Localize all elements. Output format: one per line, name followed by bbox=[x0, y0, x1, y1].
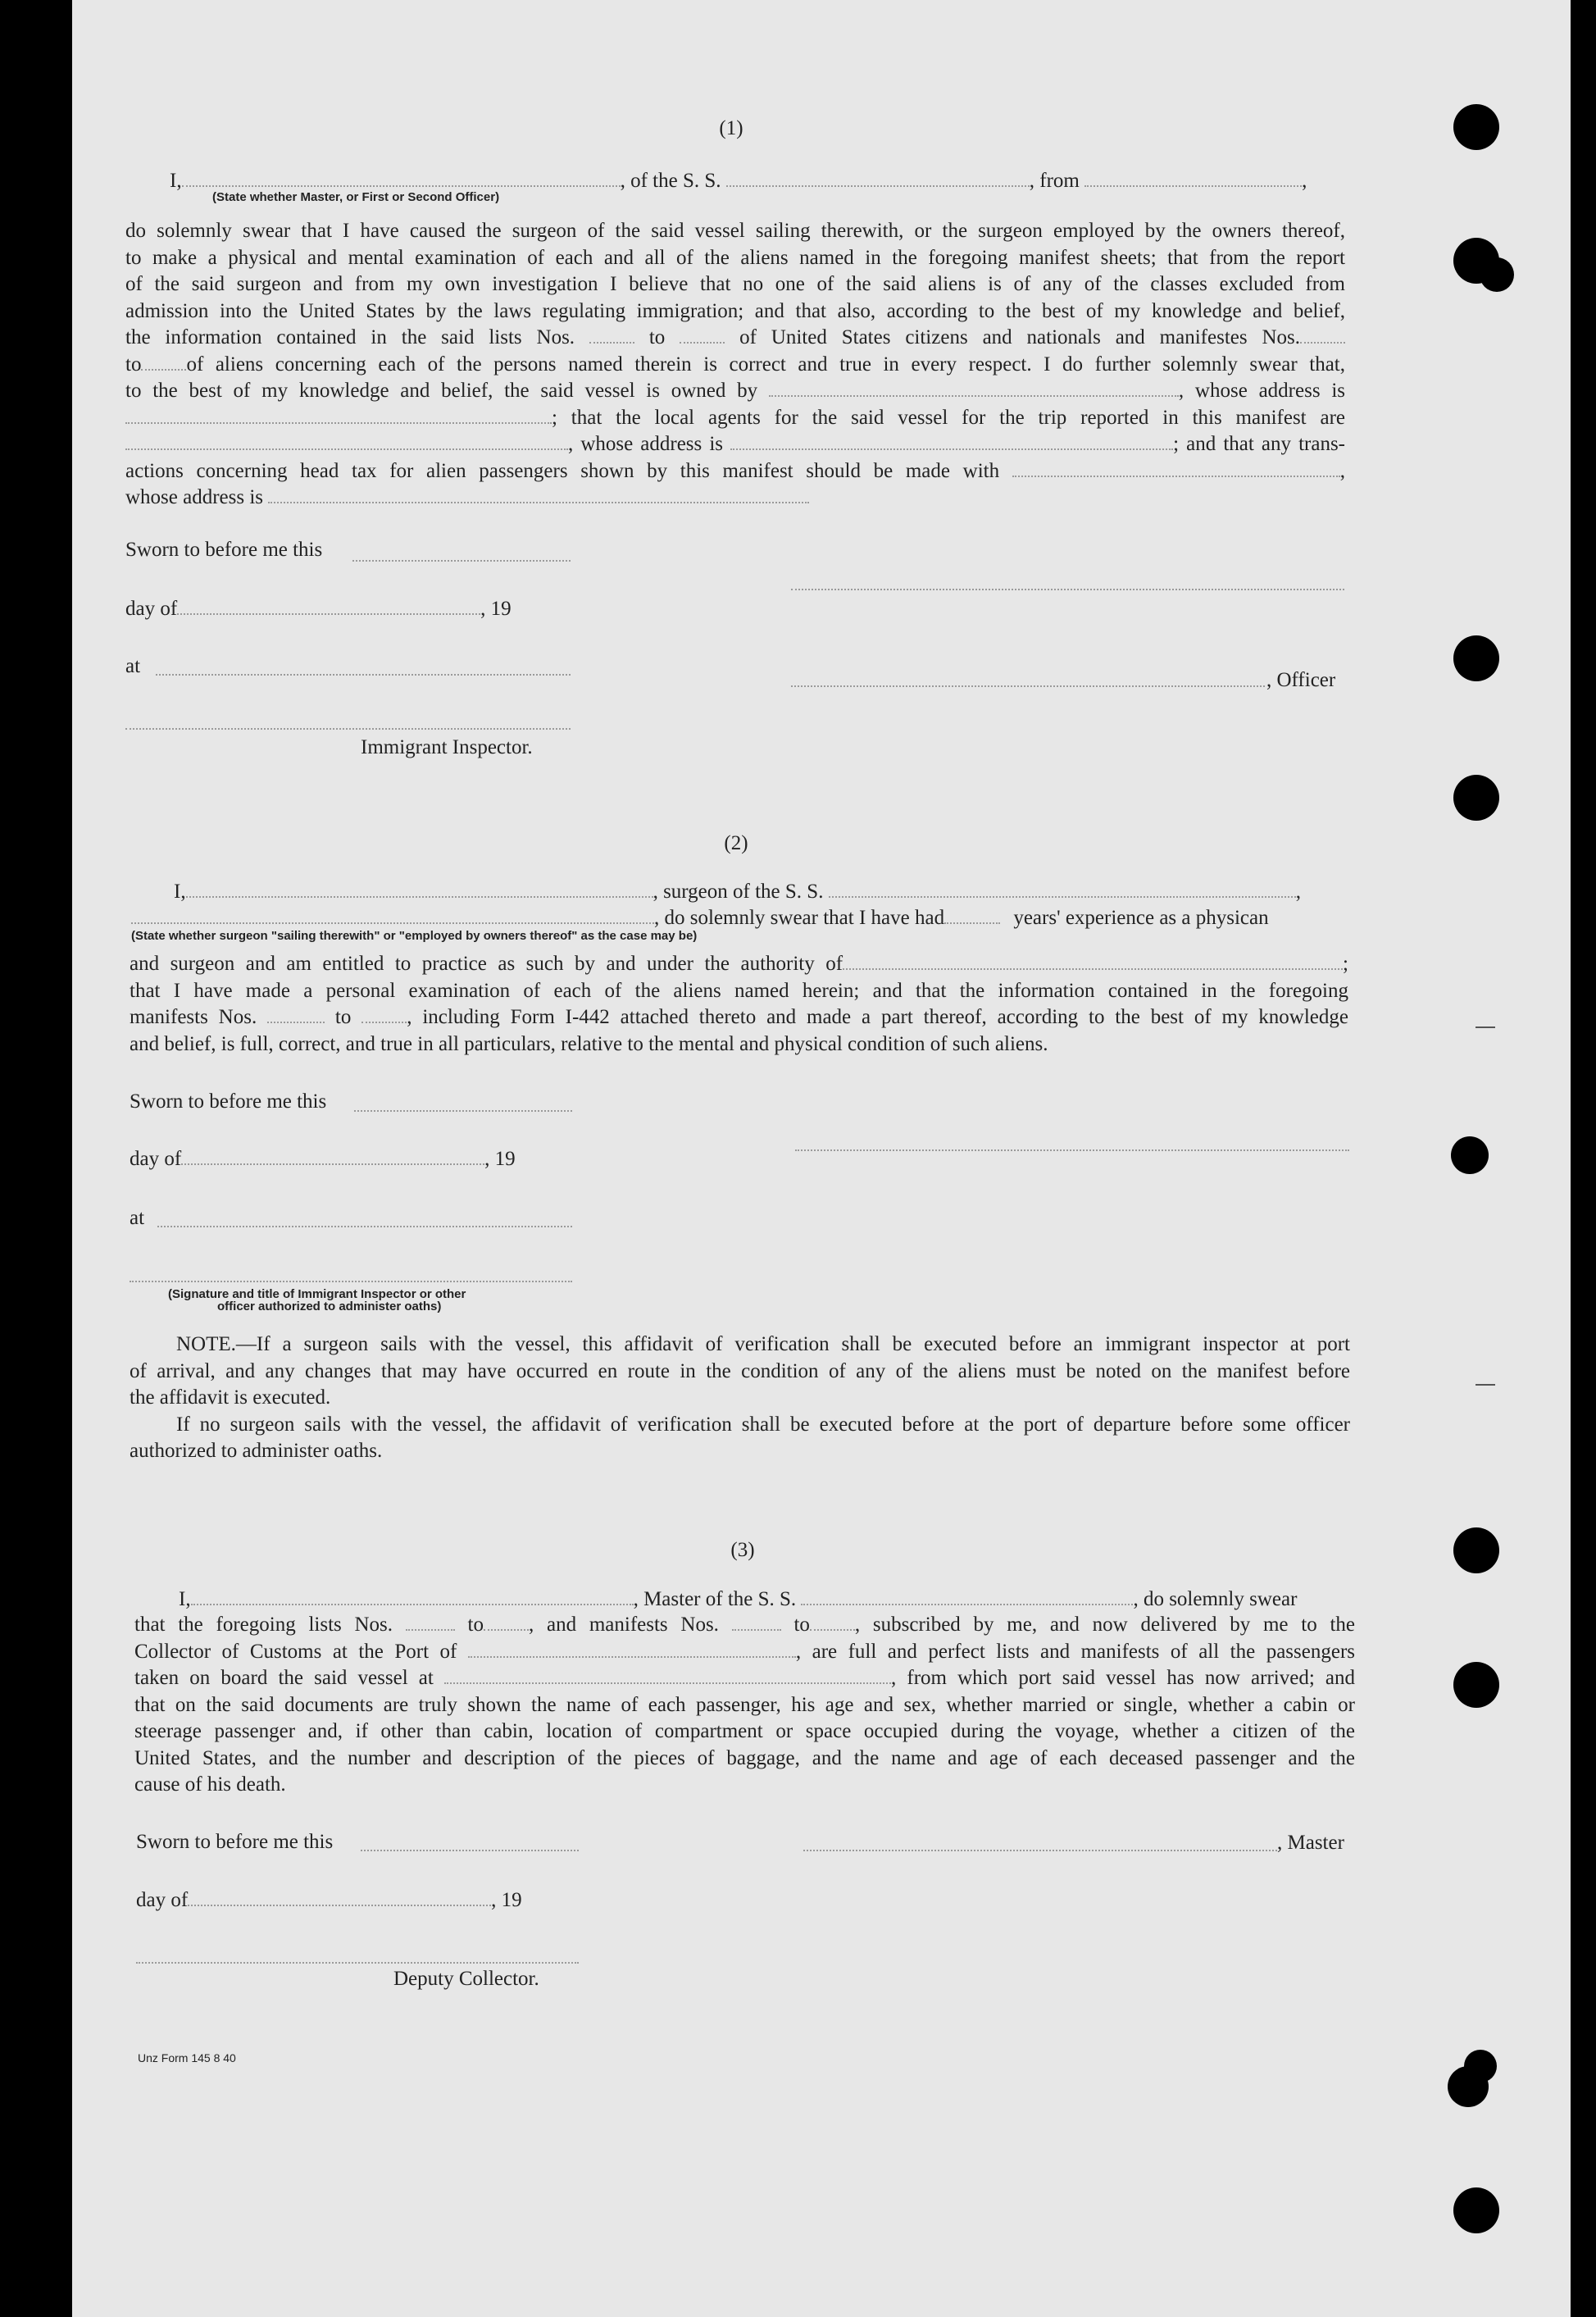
torn-corner bbox=[1531, 0, 1596, 123]
origin-port-blank[interactable] bbox=[1084, 169, 1302, 187]
body-line: cause of his death. bbox=[134, 1773, 286, 1796]
at-label: at bbox=[130, 1207, 145, 1229]
section-1-body bbox=[125, 218, 1345, 512]
binder-hole bbox=[1453, 1662, 1499, 1708]
text: to bbox=[334, 1006, 352, 1028]
departure-port-blank[interactable] bbox=[444, 1666, 891, 1684]
text: day of bbox=[136, 1889, 189, 1911]
body-line bbox=[125, 485, 1345, 512]
list-no-from-blank[interactable] bbox=[406, 1613, 455, 1631]
text: to bbox=[467, 1614, 484, 1636]
agent-address-blank[interactable] bbox=[730, 432, 1173, 450]
place-blank[interactable] bbox=[156, 674, 571, 676]
surgeon-signature-line[interactable] bbox=[795, 1149, 1349, 1151]
sworn-label: Sworn to before me this bbox=[125, 539, 323, 561]
surgeon-status-note: (State whether surgeon "sailing therewith" or "employed by owners thereof" as the case may be) bbox=[131, 929, 698, 943]
officer-signature-line[interactable] bbox=[791, 589, 1344, 590]
text: I, bbox=[174, 881, 186, 903]
text: to bbox=[125, 353, 142, 376]
body-line bbox=[125, 325, 1345, 352]
text: whose address is bbox=[125, 486, 264, 508]
sworn-label: Sworn to before me this bbox=[130, 1090, 327, 1113]
master-name-blank[interactable] bbox=[191, 1587, 634, 1605]
section-2-line-2 bbox=[131, 905, 1269, 931]
note-line: the affidavit is executed. bbox=[130, 1386, 331, 1409]
list-no-to-blank[interactable] bbox=[680, 325, 725, 344]
month-blank[interactable] bbox=[188, 1888, 491, 1906]
month-blank[interactable] bbox=[181, 1147, 484, 1165]
section-2-line-1 bbox=[174, 879, 1301, 905]
text: taken on board the said vessel at bbox=[134, 1667, 434, 1689]
manifest-no-to-blank[interactable] bbox=[810, 1613, 855, 1631]
inspector-signature-line[interactable] bbox=[125, 728, 571, 730]
surgeon-status-blank[interactable] bbox=[131, 906, 654, 924]
manifest-no-from-blank[interactable] bbox=[1300, 325, 1345, 344]
text: , and manifests Nos. bbox=[529, 1614, 719, 1636]
text: , of the S. S. bbox=[620, 170, 721, 192]
contact-address-blank[interactable] bbox=[268, 485, 809, 503]
text: to bbox=[793, 1614, 810, 1636]
text: , 19 bbox=[484, 1148, 516, 1170]
text: , do solemnly swear that I have had bbox=[654, 907, 945, 929]
text: manifests Nos. bbox=[130, 1006, 257, 1028]
binder-hole bbox=[1453, 104, 1499, 150]
head-tax-contact-blank[interactable] bbox=[1012, 459, 1340, 477]
sworn-day-blank[interactable] bbox=[354, 1110, 572, 1112]
list-no-from-blank[interactable] bbox=[589, 325, 634, 344]
manifest-no-from-blank[interactable] bbox=[267, 1005, 325, 1023]
text: , Master of the S. S. bbox=[633, 1588, 797, 1610]
binder-hole bbox=[1480, 257, 1514, 292]
vessel-name-blank[interactable] bbox=[726, 169, 1030, 187]
note-line: If no surgeon sails with the vessel, the affidavit of verification shall be executed before at the port of departure before some officer bbox=[176, 1413, 1350, 1436]
body-line: do solemnly swear that I have caused the surgeon of the said vessel sailing therewith, or the surgeon employed by the owners thereof, bbox=[125, 220, 1345, 242]
text: , including Form I-442 attached thereto and made a part thereof, according to the best of my knowledge bbox=[407, 1006, 1348, 1028]
day-of-line bbox=[130, 1146, 516, 1172]
body-line: and belief, is full, correct, and true in all particulars, relative to the mental and physical condition of such aliens. bbox=[130, 1032, 1048, 1055]
authority-blank[interactable] bbox=[843, 952, 1343, 970]
vessel-name-blank[interactable] bbox=[801, 1587, 1133, 1605]
edge-mark bbox=[1476, 1384, 1495, 1386]
text: , bbox=[1302, 170, 1307, 192]
body-line bbox=[130, 951, 1348, 978]
vessel-name-blank[interactable] bbox=[829, 880, 1296, 898]
place-blank[interactable] bbox=[157, 1226, 572, 1227]
section-3-body bbox=[134, 1612, 1355, 1799]
owner-address-blank[interactable] bbox=[125, 406, 552, 424]
body-line: admission into the United States by the laws regulating immigration; and that also, according to the best of my knowledge and belief, bbox=[125, 299, 1345, 322]
master-signature-line[interactable] bbox=[803, 1850, 1277, 1851]
section-3-line-1 bbox=[179, 1586, 1297, 1613]
text: , from which port said vessel has now arrived; and bbox=[890, 1667, 1356, 1689]
port-blank[interactable] bbox=[468, 1640, 796, 1658]
collector-signature-line[interactable] bbox=[136, 1962, 579, 1964]
note-line: NOTE.—If a surgeon sails with the vessel, this affidavit of verification shall be executed before an immigrant inspector at port bbox=[176, 1333, 1350, 1355]
body-line bbox=[125, 431, 1345, 458]
manifest-no-to-blank[interactable] bbox=[141, 353, 186, 371]
body-line: that I have made a personal examination of each of the aliens named herein; and that the information contained in the foregoing bbox=[130, 979, 1348, 1002]
text: , do solemnly swear bbox=[1133, 1588, 1298, 1610]
body-line bbox=[125, 405, 1345, 432]
officer-label: , Officer bbox=[1266, 669, 1336, 691]
body-line bbox=[134, 1612, 1355, 1639]
note-paragraph bbox=[130, 1331, 1350, 1465]
officer-name-line[interactable] bbox=[791, 685, 1265, 687]
body-line: to make a physical and mental examination of each and all of the aliens named in the foregoing manifest sheets; that from the report bbox=[125, 246, 1345, 269]
binder-hole bbox=[1453, 1527, 1499, 1573]
body-line bbox=[134, 1639, 1355, 1666]
body-line: United States, and the number and description of the pieces of baggage, and the name and age of each deceased passenger and the bbox=[134, 1746, 1355, 1769]
text: the information contained in the said lists Nos. bbox=[125, 326, 575, 348]
text: ; that the local agents for the said vessel for the trip reported in this manifest are bbox=[552, 406, 1345, 429]
officer-rank-blank[interactable] bbox=[182, 169, 621, 187]
note-line: authorized to administer oaths. bbox=[130, 1440, 383, 1462]
text: day of bbox=[125, 598, 178, 620]
section-2-number: (2) bbox=[724, 832, 748, 854]
signature-note: officer authorized to administer oaths) bbox=[217, 1300, 442, 1313]
sworn-label: Sworn to before me this bbox=[136, 1831, 334, 1853]
text: to the best of my knowledge and belief, the said vessel is owned by bbox=[125, 380, 758, 402]
note-line: of arrival, and any changes that may have occurred en route in the condition of any of the aliens must be noted on the manifest before bbox=[130, 1359, 1350, 1382]
sworn-day-blank[interactable] bbox=[361, 1850, 579, 1851]
text: Collector of Customs at the Port of bbox=[134, 1640, 457, 1663]
edge-mark bbox=[1476, 1026, 1495, 1028]
text: and surgeon and am entitled to practice as such by and under the authority of bbox=[130, 953, 843, 975]
at-label: at bbox=[125, 655, 141, 677]
text: actions concerning head tax for alien passengers shown by this manifest should be made with bbox=[125, 459, 1000, 482]
binder-hole bbox=[1448, 2066, 1489, 2107]
day-of-line bbox=[136, 1887, 522, 1914]
body-line bbox=[125, 458, 1345, 485]
surgeon-name-blank[interactable] bbox=[186, 880, 653, 898]
body-line: that on the said documents are truly shown the name of each passenger, his age and sex, whether married or single, whether a cabin or bbox=[134, 1693, 1355, 1716]
section-1-number: (1) bbox=[719, 117, 743, 139]
text: , bbox=[1295, 881, 1301, 903]
body-line: steerage passenger and, if other than cabin, location of compartment or space occupied during the voyage, whether a citizen of the bbox=[134, 1720, 1355, 1742]
body-line bbox=[125, 378, 1345, 405]
sworn-day-blank[interactable] bbox=[352, 560, 571, 562]
collector-label: Deputy Collector. bbox=[393, 1968, 539, 1990]
binder-hole bbox=[1451, 1136, 1489, 1174]
text: years' experience as a physican bbox=[1013, 907, 1269, 929]
text: of United States citizens and nationals and manifestes Nos. bbox=[739, 326, 1301, 348]
day-of-line bbox=[125, 596, 512, 622]
inspector-label: Immigrant Inspector. bbox=[361, 736, 533, 758]
body-line bbox=[125, 352, 1345, 379]
section-3-number: (3) bbox=[730, 1539, 755, 1561]
text: I, bbox=[179, 1588, 191, 1610]
binder-hole bbox=[1453, 2187, 1499, 2233]
text: , surgeon of the S. S. bbox=[652, 881, 824, 903]
list-no-to-blank[interactable] bbox=[484, 1613, 529, 1631]
month-blank[interactable] bbox=[177, 597, 480, 615]
text: , whose address is bbox=[568, 433, 724, 455]
text: , subscribed by me, and now delivered by me to the bbox=[854, 1614, 1356, 1636]
inspector-signature-line[interactable] bbox=[130, 1281, 572, 1282]
binder-hole bbox=[1453, 635, 1499, 681]
body-line: of the said surgeon and from my own investigation I believe that no one of the said aliens is of any of the classes excluded from bbox=[125, 273, 1345, 295]
text: , are full and perfect lists and manifests of all the passengers bbox=[795, 1640, 1356, 1663]
text: ; bbox=[1343, 953, 1348, 975]
text: to bbox=[648, 326, 666, 348]
text: , whose address is bbox=[1178, 380, 1345, 402]
text: , 19 bbox=[480, 598, 512, 620]
text: I, bbox=[170, 170, 182, 192]
manifest-no-to-blank[interactable] bbox=[361, 1005, 407, 1023]
manifest-no-from-blank[interactable] bbox=[732, 1613, 781, 1631]
section-2-body bbox=[130, 951, 1348, 1058]
years-blank[interactable] bbox=[944, 906, 1000, 924]
form-number: Unz Form 145 8 40 bbox=[138, 2051, 236, 2064]
text: , from bbox=[1029, 170, 1080, 192]
text: that the foregoing lists Nos. bbox=[134, 1614, 393, 1636]
text: of aliens concerning each of the persons named therein is correct and true in every respect. I do further solemnly swear that, bbox=[186, 353, 1345, 376]
text: , bbox=[1339, 459, 1345, 482]
text: ; and that any trans- bbox=[1173, 433, 1346, 455]
signature-note: (Signature and title of Immigrant Inspector or other bbox=[168, 1287, 466, 1301]
officer-rank-note: (State whether Master, or First or Second Officer) bbox=[212, 190, 500, 204]
binder-hole bbox=[1453, 775, 1499, 821]
text: , 19 bbox=[491, 1889, 522, 1911]
local-agents-blank[interactable] bbox=[125, 432, 568, 450]
vessel-owner-blank[interactable] bbox=[769, 379, 1179, 397]
body-line bbox=[134, 1665, 1355, 1692]
master-label: , Master bbox=[1277, 1832, 1344, 1854]
body-line bbox=[130, 1004, 1348, 1031]
text: day of bbox=[130, 1148, 182, 1170]
